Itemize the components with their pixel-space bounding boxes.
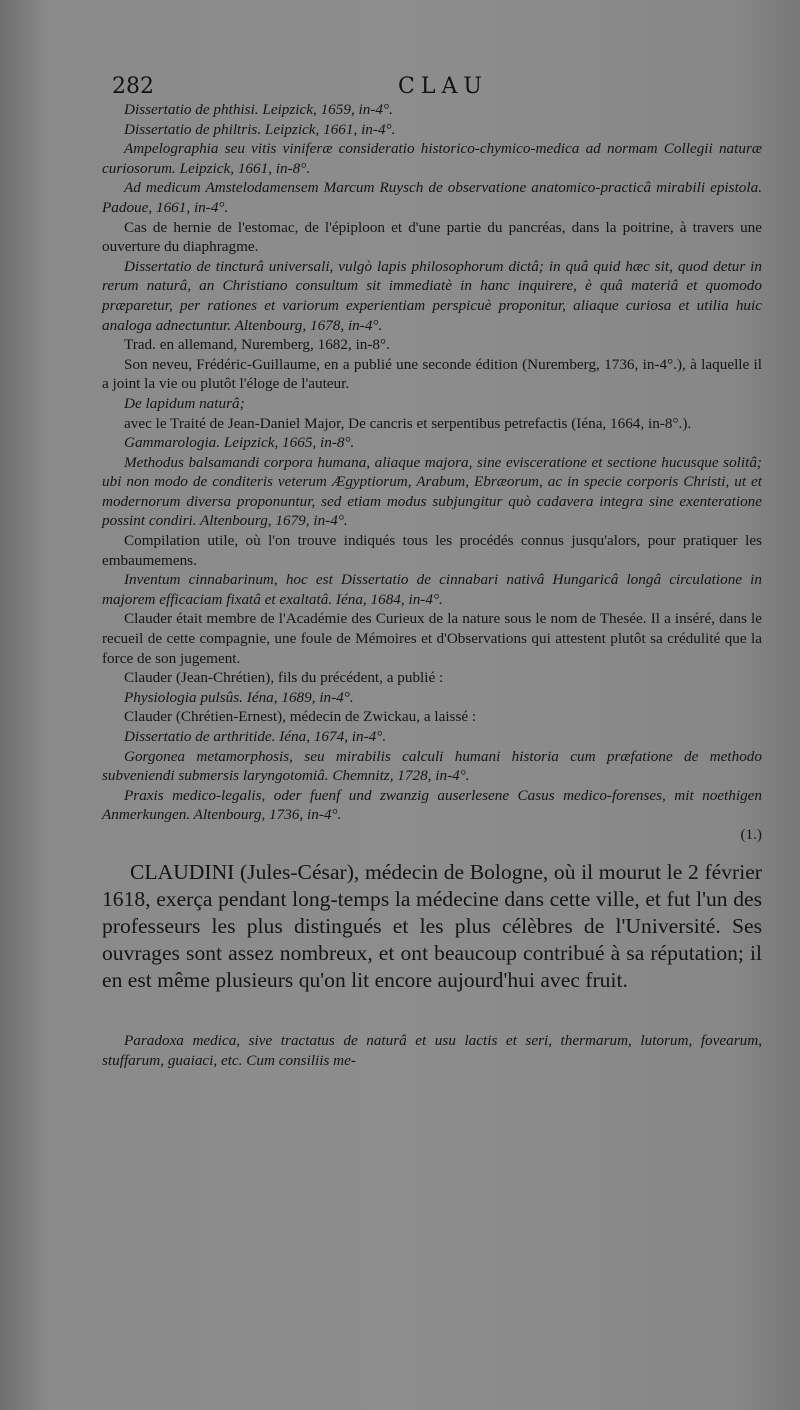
- bibliography-item: Gorgonea metamorphosis, seu mirabilis calculi humani historia cum præfatione de methodo subveniendi submersis laryngotomiâ. Chemnitz, 1728, in-4°.: [102, 747, 762, 785]
- bibliography-item: Dissertatio de philtris. Leipzick, 1661, in-4°.: [124, 120, 396, 138]
- bibliography-item: De lapidum naturâ;: [124, 394, 245, 412]
- running-head: CLAU: [398, 74, 488, 99]
- bibliography-item: Dissertatio de tincturâ universali, vulgò lapis philosophorum dictâ; in quâ quid hæc sit, quod detur in rerum naturâ, an Christiano consultum sit immediatè in hanc inquirere, è quâ materiâ et quomodo præparetur, per rationes et variorum experientiam perspicuè proponitur, aliaque curiosa et utilia huic analoga adnectuntur. Altenbourg, 1678, in-4°.: [102, 257, 762, 334]
- body-paragraph: Compilation utile, où l'on trouve indiqués tous les procédés connus jusqu'alors, pour pratiquer les embaumemens.: [102, 532, 762, 569]
- bibliography-item: Methodus balsamandi corpora humana, aliaque majora, sine evisceratione et sectione hucusque solitâ; ubi non modo de conditeris veterum Ægyptiorum, Arabum, Ebræorum, ac in specie corporis Christi, ut et modernorum diversa proponuntur, sed etiam modus subjungitur quò cadavera integra sine exenteratione possint condiri. Altenbourg, 1679, in-4°.: [102, 453, 762, 530]
- body-paragraph: Clauder (Chrétien-Ernest), médecin de Zwickau, a laissé :: [124, 708, 477, 726]
- bibliography-item: Praxis medico-legalis, oder fuenf und zwanzig auserlesene Casus medico-forenses, mit noethigen Anmerkungen. Altenbourg, 1736, in-4°.: [102, 786, 762, 824]
- biography-entry: CLAUDINI (Jules-César), médecin de Bologne, où il mourut le 2 février 1618, exerça pendant long-temps la médecine dans cette ville, et fut l'un des professeurs les plus distingués et les plus célèbres de l'Université. Ses ouvrages sont assez nombreux, et ont beaucoup contribué à sa réputation; il en est même plusieurs qu'on lit encore aujourd'hui avec fruit.: [102, 859, 762, 992]
- page-body: [102, 100, 762, 1070]
- body-paragraph: avec le Traité de Jean-Daniel Major, De cancris et serpentibus petrefactis (Iéna, 1664, in-8°.).: [124, 414, 692, 432]
- bibliography-item: Dissertatio de phthisi. Leipzick, 1659, in-4°.: [124, 101, 393, 118]
- bibliography-item: Gammarologia. Leipzick, 1665, in-8°.: [124, 434, 355, 452]
- body-paragraph: Trad. en allemand, Nuremberg, 1682, in-8°.: [124, 336, 390, 354]
- body-paragraph: Clauder était membre de l'Académie des Curieux de la nature sous le nom de Thesée. Il a inséré, dans le recueil de cette compagnie, une foule de Mémoires et d'Observations qui attestent plutôt sa crédulité que la force de son jugement.: [102, 610, 762, 667]
- bibliography-item: Dissertatio de arthritide. Iéna, 1674, in-4°.: [124, 728, 387, 745]
- body-paragraph: Cas de hernie de l'estomac, de l'épiploon et d'une partie du pancréas, dans la poitrine, à travers une ouverture du diaphragme.: [102, 218, 762, 256]
- bibliography-item: Physiologia pulsûs. Iéna, 1689, in-4°.: [124, 688, 354, 706]
- bibliography-item: Ad medicum Amstelodamensem Marcum Ruysch de observatione anatomico-practicâ mirabili epistola. Padoue, 1661, in-4°.: [102, 179, 762, 216]
- bibliography-item: Paradoxa medica, sive tractatus de naturâ et usu lactis et seri, thermarum, lutorum, fovearum, stuffarum, guaiaci, etc. Cum consiliis me-: [102, 1032, 762, 1069]
- bibliography-item: Inventum cinnabarinum, hoc est Dissertatio de cinnabari nativâ Hungaricâ longâ circulatione in majorem efficaciam fixatâ et exaltatâ. Iéna, 1684, in-4°.: [102, 571, 762, 608]
- page-number: 282: [112, 74, 154, 99]
- bibliography-item: Ampelographia seu vitis viniferæ consideratio historico-chymico-medica ad normam Collegii naturæ curiosorum. Leipzick, 1661, in-8°.: [102, 140, 762, 177]
- body-paragraph: Son neveu, Frédéric-Guillaume, en a publié une seconde édition (Nuremberg, 1736, in-4°.), à laquelle il a joint la vie ou plutôt l'éloge de l'auteur.: [102, 355, 762, 393]
- author-signature: (1.): [740, 825, 762, 843]
- spacer: [102, 1015, 762, 1031]
- body-paragraph: Clauder (Jean-Chrétien), fils du précédent, a publié :: [124, 669, 444, 687]
